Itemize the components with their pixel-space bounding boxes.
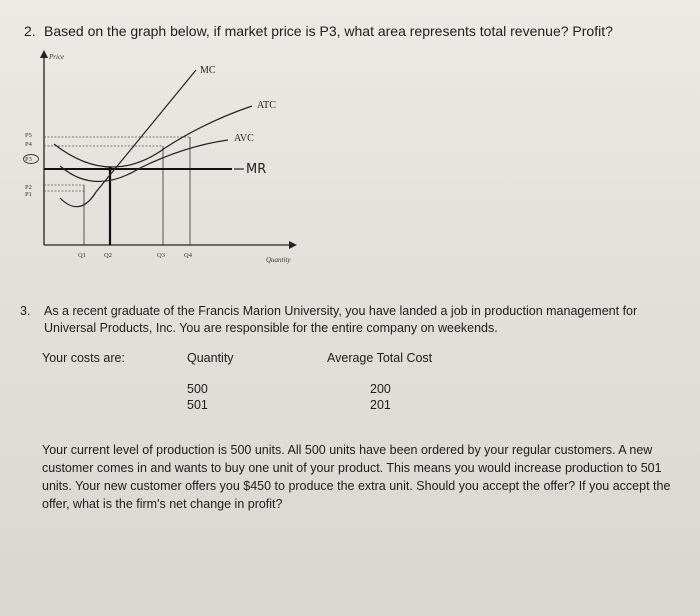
mr-label: MR: [246, 162, 267, 177]
question-3-text: As a recent graduate of the Francis Marion University, you have landed a job in production management for Universal Products, Inc. You are responsible for the entire company on weekends.: [44, 304, 638, 335]
price-label-p1: P1: [25, 191, 32, 198]
atc-header: Average Total Cost: [327, 351, 433, 365]
mc-label: MC: [200, 65, 216, 76]
question-2-number: 2.: [24, 23, 36, 39]
question-3-paragraph: Your current level of production is 500 units. All 500 units have been ordered by your regular customers. A new customer comes in and wants to buy one unit of your product. This means you would increase production to 501 units. Your new customer offers you $450 to produce the extra unit. Should you accept the offer? If you accept the offer, what is the firm's net change in profit?: [42, 443, 671, 511]
quantity-cell: 500: [187, 382, 208, 396]
question-2: [24, 22, 613, 41]
price-label-p2: P2: [25, 184, 32, 191]
costs-label: Your costs are:: [42, 351, 125, 365]
cost-curves-graph: [0, 48, 320, 273]
quantity-cell: 501: [187, 398, 208, 412]
atc-cell: 200: [370, 382, 391, 396]
quantity-label-q1: Q1: [78, 252, 86, 259]
atc-label: ATC: [257, 100, 276, 111]
y-axis-label: Price: [49, 53, 65, 61]
x-axis-label: Quantity: [266, 256, 291, 264]
quantity-header: Quantity: [187, 351, 234, 365]
atc-curve: [54, 106, 252, 167]
price-label-p3: P3: [25, 156, 32, 163]
question-2-text: Based on the graph below, if market price is P3, what area represents total revenue? Profit?: [44, 23, 613, 39]
mc-curve: [60, 70, 196, 207]
y-axis-arrow: [40, 50, 48, 58]
quantity-label-q4: Q4: [184, 252, 192, 259]
quantity-label-q3: Q3: [157, 252, 165, 259]
price-label-p5: P5: [25, 132, 32, 139]
x-axis-arrow: [289, 241, 297, 249]
quantity-label-q2: Q2: [104, 252, 112, 259]
mc-mr-intersection: [108, 167, 112, 171]
question-3-number: 3.: [20, 304, 31, 318]
atc-cell: 201: [370, 398, 391, 412]
price-label-p4: P4: [25, 141, 32, 148]
avc-label: AVC: [234, 133, 254, 144]
question-3: [20, 303, 680, 337]
